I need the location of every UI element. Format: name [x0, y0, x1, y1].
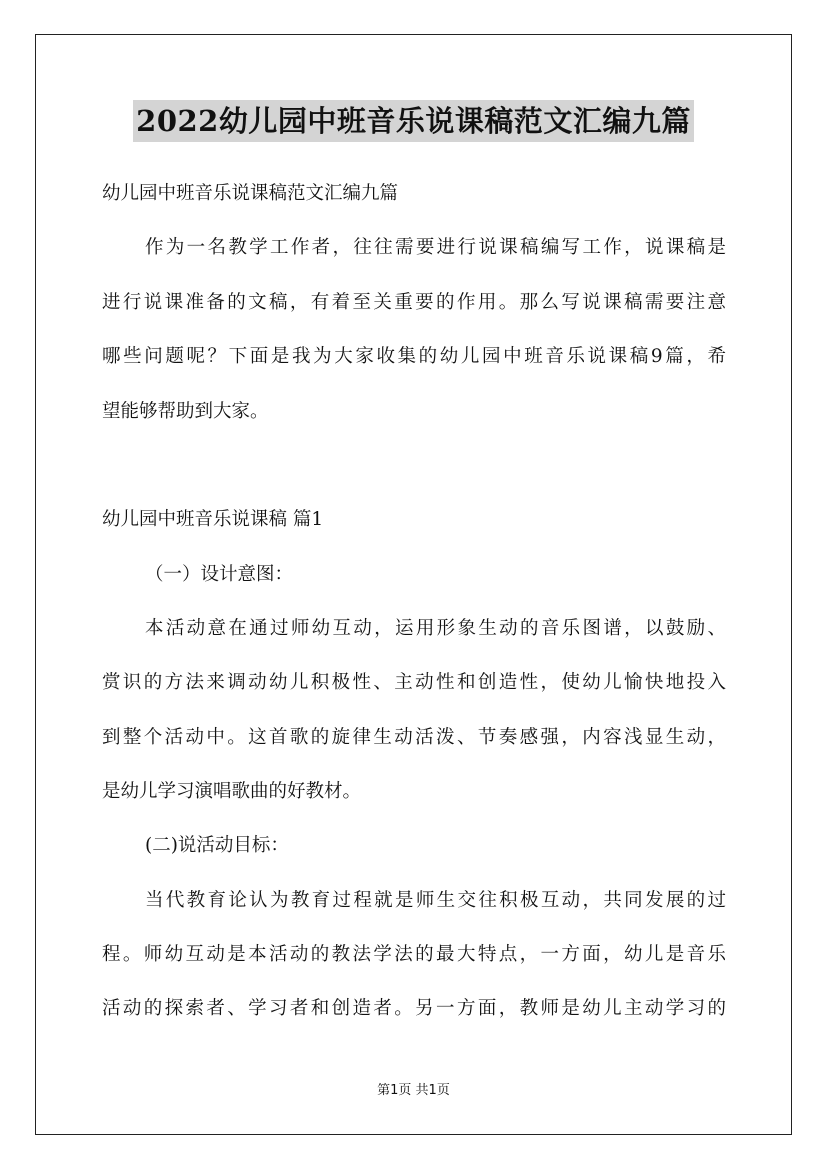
subsection-heading: (二)说活动目标：: [145, 835, 289, 856]
paragraph-line: 是幼儿学习演唱歌曲的好教材。: [102, 781, 362, 802]
title-container: [0, 100, 827, 142]
paragraph-line: 活动的探索者、学习者和创造者。另一方面，教师是幼儿主动学习的: [102, 998, 726, 1019]
paragraph-line: 程。师幼互动是本活动的教法学法的最大特点，一方面，幼儿是音乐: [102, 944, 726, 965]
paragraph-line: 赏识的方法来调动幼儿积极性、主动性和创造性，使幼儿愉快地投入: [102, 672, 726, 693]
document-title: 2022幼儿园中班音乐说课稿范文汇编九篇: [133, 100, 694, 142]
subsection-heading: （一）设计意图：: [145, 564, 294, 585]
paragraph-line: 当代教育论认为教育过程就是师生交往积极互动，共同发展的过: [145, 890, 726, 911]
paragraph-line: 作为一名教学工作者，往往需要进行说课稿编写工作，说课稿是: [145, 237, 726, 258]
paragraph-line: 望能够帮助到大家。: [102, 401, 269, 422]
paragraph-line: 哪些问题呢？下面是我为大家收集的幼儿园中班音乐说课稿9篇，希: [102, 346, 726, 367]
section-heading: 幼儿园中班音乐说课稿 篇1: [102, 509, 324, 530]
page-footer: 第1页 共1页: [377, 1083, 450, 1098]
paragraph-line: 进行说课准备的文稿，有着至关重要的作用。那么写说课稿需要注意: [102, 292, 726, 313]
subtitle-line: 幼儿园中班音乐说课稿范文汇编九篇: [102, 183, 399, 204]
paragraph-line: 本活动意在通过师幼互动，运用形象生动的音乐图谱，以鼓励、: [145, 618, 726, 639]
paragraph-line: 到整个活动中。这首歌的旋律生动活泼、节奏感强，内容浅显生动，: [102, 727, 726, 748]
